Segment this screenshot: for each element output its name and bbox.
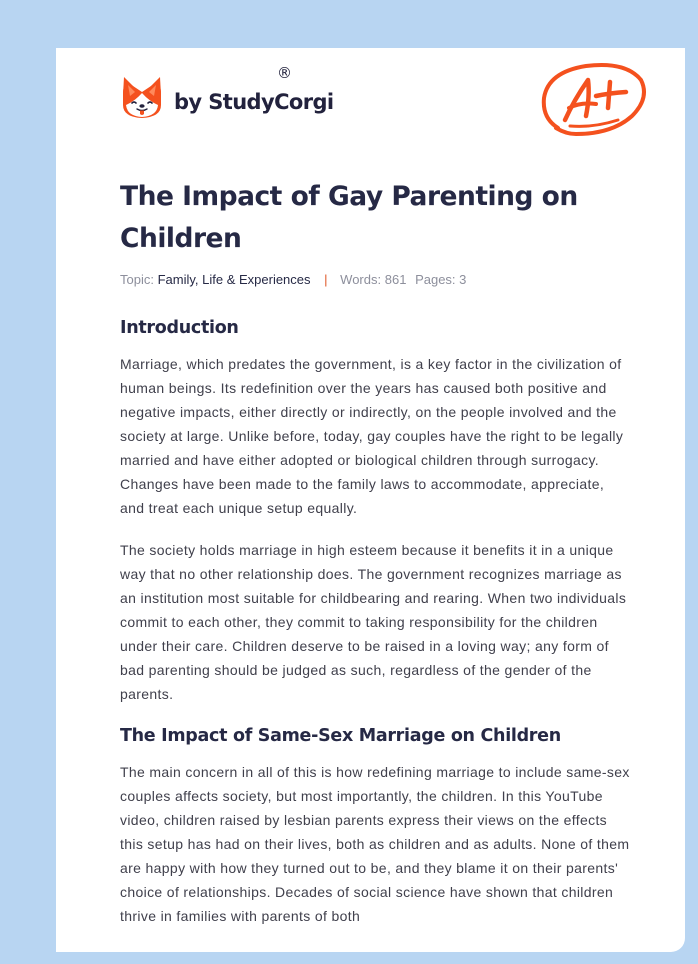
a-plus-grade-icon: [538, 58, 648, 140]
meta-separator: |: [324, 272, 328, 287]
paragraph: The main concern in all of this is how redefining marriage to include same-sex couples affects society, but most importantly, the children. In this YouTube video, children raised by lesbian parents express their views on the effects this setup has had on their lives, both as children and as adults. None of them are happy with how they turned out to be, and they blame it on their parents' choice of relationships. Decades of social science have shown that children thrive in families with parents of both: [120, 764, 630, 924]
words-count: 861: [384, 272, 407, 287]
brand-name: by StudyCorgi: [174, 90, 334, 114]
paragraph: Marriage, which predates the government, is a key factor in the civilization of human beings. Its redefinition over the years has caused both positive and negative impacts, either directly or indirectly, on the people involved and the society at large. Unlike before, today, gay couples have the right to be legally married and have either adopted or biological children through surrogacy. Changes have been made to the family laws to accommodate, appreciate, and treat each unique setup equally.: [120, 356, 624, 516]
corgi-icon: [121, 75, 163, 121]
studycorgi-logo[interactable]: [121, 75, 334, 121]
registered-mark: ®: [277, 64, 292, 82]
pages-count: 3: [459, 272, 467, 287]
page-title: The Impact of Gay Parenting on Children: [120, 181, 578, 254]
pages-label: Pages:: [415, 272, 456, 287]
essay-content: [120, 176, 630, 928]
section-heading-introduction: Introduction: [120, 318, 239, 338]
section-heading-same-sex-marriage: The Impact of Same-Sex Marriage on Children: [120, 726, 561, 746]
topic-link[interactable]: Family, Life & Experiences: [157, 272, 311, 287]
paragraph: The society holds marriage in high esteem because it benefits it in a unique way that no other relationship does. The government recognizes marriage as an institution most suitable for childbearing and rearing. When two individuals commit to each other, they commit to taking responsibility for the children under their care. Children deserve to be raised in a loving way; any form of bad parenting should be judged as such, regardless of the gender of the parents.: [120, 542, 627, 702]
document-card: [56, 48, 685, 952]
topic-label: Topic:: [120, 272, 154, 287]
words-label: Words:: [340, 272, 382, 287]
header: [56, 48, 685, 158]
essay-meta: [120, 270, 630, 290]
